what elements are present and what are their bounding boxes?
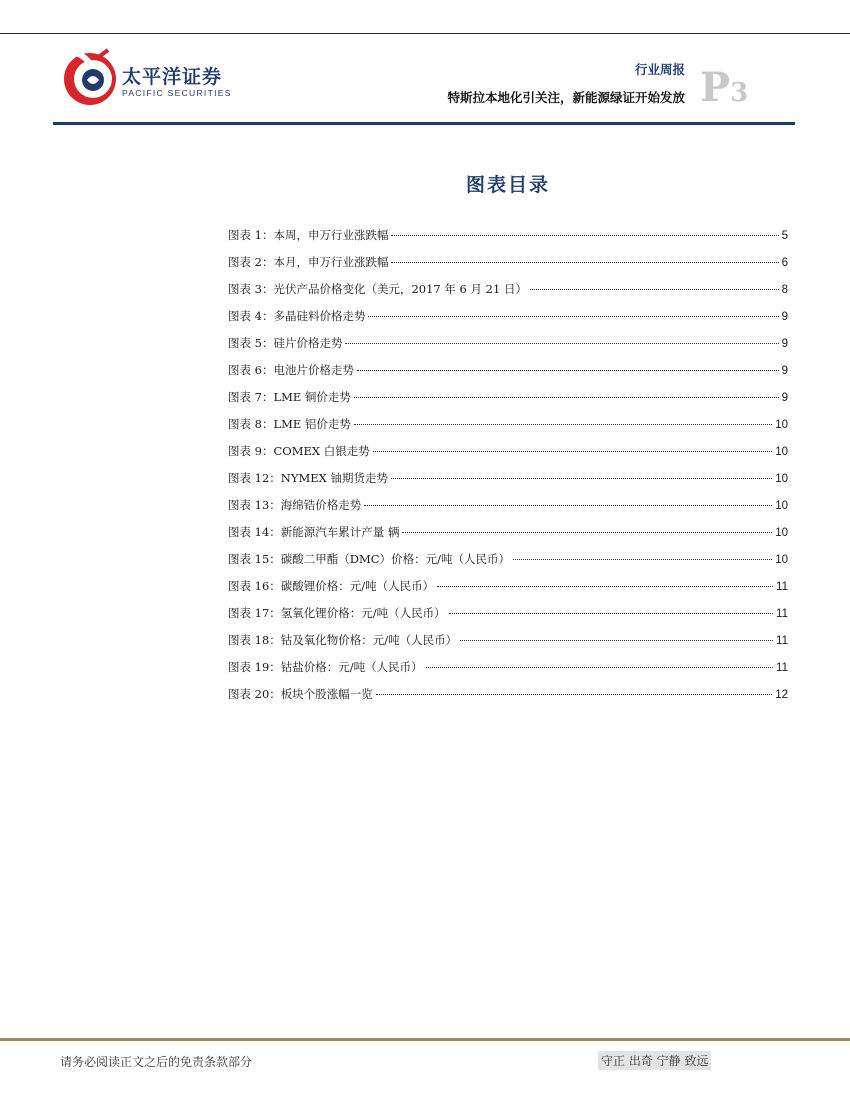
page-indicator [700,64,748,111]
toc-entry[interactable] [228,659,788,686]
toc-entry-label: 图表 13：海绵锆价格走势 [228,498,362,512]
toc-leader-dots [391,262,778,263]
toc-leader-dots [391,235,778,236]
toc-entry-page: 9 [781,311,788,323]
toc-entry-label: 图表 2：本月，申万行业涨跌幅 [228,255,389,269]
brand-name-cn: 太平洋证券 [122,66,223,88]
toc-entry-label: 图表 1：本周，申万行业涨跌幅 [228,228,389,242]
toc-entry-label: 图表 8：LME 铝价走势 [228,417,351,431]
toc-entry-label: 图表 6：电池片价格走势 [228,363,354,377]
toc-entry-label: 图表 17：氢氧化锂价格：元/吨（人民币） [228,606,446,620]
toc-leader-dots [364,505,772,506]
top-rule [0,33,850,34]
toc-entry-label: 图表 19：钴盐价格：元/吨（人民币） [228,660,423,674]
toc-entry-page: 9 [781,338,788,350]
toc-leader-dots [460,640,773,641]
toc-entry-label: 图表 14：新能源汽车累计产量 辆 [228,525,400,539]
toc-entry[interactable] [228,416,788,443]
toc-leader-dots [402,532,772,533]
toc-entry-label: 图表 18：钴及氧化物价格：元/吨（人民币） [228,633,458,647]
toc-entry[interactable] [228,227,788,254]
table-of-figures [228,227,788,713]
toc-entry-label: 图表 16：碳酸锂价格：元/吨（人民币） [228,579,435,593]
toc-entry[interactable] [228,254,788,281]
toc-entry-label: 图表 15：碳酸二甲酯（DMC）价格：元/吨（人民币） [228,552,510,566]
report-subtitle: 特斯拉本地化引关注，新能源绿证开始发放 [447,90,685,105]
toc-leader-dots [357,370,779,371]
footer-slogan: 守正 出奇 宁静 致远 [598,1051,711,1070]
toc-entry[interactable] [228,389,788,416]
toc-entry-page: 11 [776,662,788,674]
toc-entry[interactable] [228,281,788,308]
toc-leader-dots [373,451,772,452]
toc-entry-page: 10 [775,473,788,485]
toc-entry-label: 图表 7：LME 铜价走势 [228,390,351,404]
toc-entry[interactable] [228,308,788,335]
report-type: 行业周报 [634,62,685,77]
toc-entry[interactable] [228,497,788,524]
toc-entry-label: 图表 20：板块个股涨幅一览 [228,687,373,701]
toc-entry[interactable] [228,686,788,713]
toc-leader-dots [376,694,772,695]
footer-disclaimer: 请务必阅读正文之后的免责条款部分 [60,1055,253,1069]
toc-entry-label: 图表 3：光伏产品价格变化（美元，2017 年 6 月 21 日） [228,282,527,296]
toc-entry-page: 10 [775,527,788,539]
page-title: 图表目录 [465,174,550,196]
toc-leader-dots [368,316,778,317]
toc-leader-dots [513,559,772,560]
toc-leader-dots [345,343,778,344]
toc-entry-page: 10 [775,446,788,458]
toc-entry-page: 9 [781,365,788,377]
toc-leader-dots [449,613,773,614]
toc-entry-label: 图表 5：硅片价格走势 [228,336,343,350]
toc-entry[interactable] [228,632,788,659]
brand-name-en: PACIFIC SECURITIES [122,88,232,98]
toc-entry-page: 10 [775,500,788,512]
toc-leader-dots [354,424,772,425]
toc-entry-page: 9 [781,392,788,404]
footer-rule [0,1038,850,1041]
toc-entry[interactable] [228,578,788,605]
toc-leader-dots [437,586,773,587]
toc-entry[interactable] [228,362,788,389]
toc-entry-page: 8 [781,284,788,296]
toc-entry-page: 12 [775,689,788,701]
toc-entry[interactable] [228,551,788,578]
header-rule [53,122,795,125]
toc-entry-page: 10 [775,419,788,431]
toc-leader-dots [354,397,779,398]
toc-entry[interactable] [228,335,788,362]
toc-entry-label: 图表 9：COMEX 白银走势 [228,444,370,458]
company-logo [60,44,230,110]
toc-leader-dots [530,289,779,290]
pacific-securities-logo-icon [60,44,122,110]
toc-entry-label: 图表 4：多晶硅料价格走势 [228,309,366,323]
page-number: 3 [730,78,749,108]
toc-entry-page: 10 [775,554,788,566]
toc-entry-page: 5 [781,230,788,242]
toc-entry[interactable] [228,524,788,551]
toc-entry-page: 11 [776,608,788,620]
toc-leader-dots [426,667,773,668]
toc-leader-dots [391,478,772,479]
toc-entry-label: 图表 12：NYMEX 铀期货走势 [228,471,388,485]
toc-entry-page: 11 [776,581,788,593]
toc-entry-page: 11 [776,635,788,647]
page-prefix: P [700,64,731,111]
toc-entry[interactable] [228,443,788,470]
toc-entry[interactable] [228,470,788,497]
toc-entry-page: 6 [781,257,788,269]
toc-entry[interactable] [228,605,788,632]
